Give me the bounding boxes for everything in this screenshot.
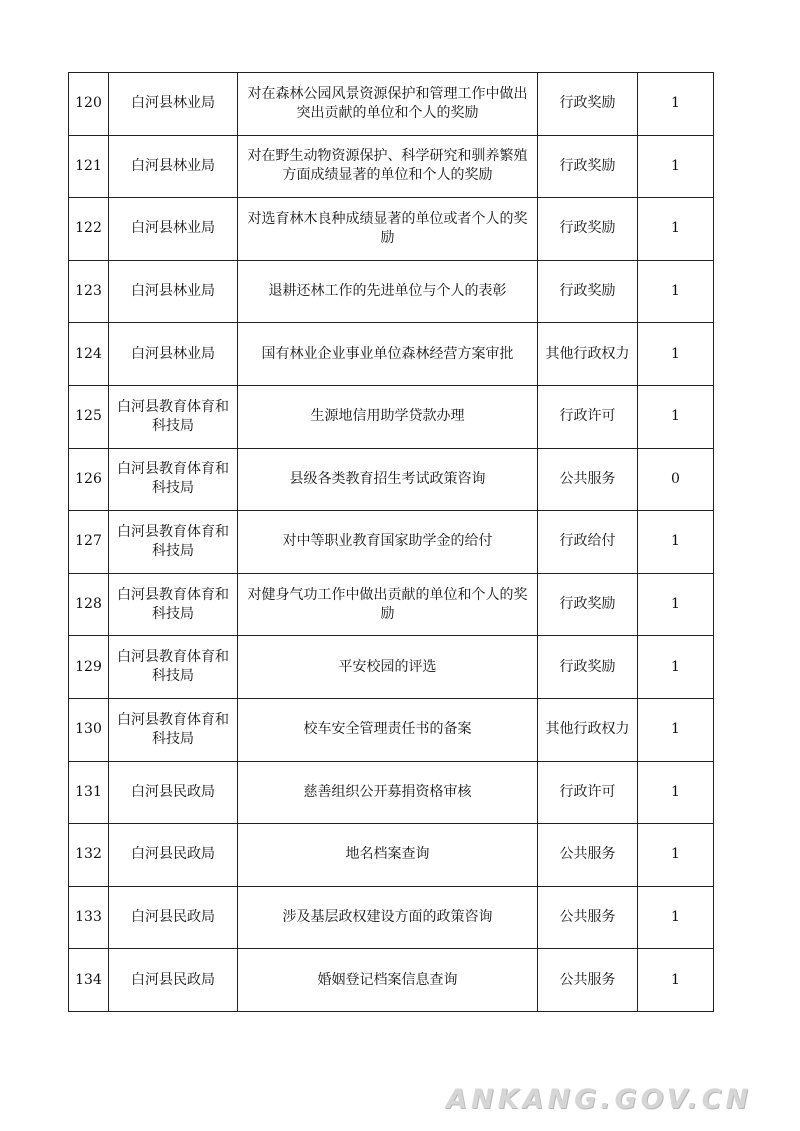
table-row [69,135,714,198]
item-name-cell: 对健身气功工作中做出贡献的单位和个人的奖励 [238,573,538,636]
power-type-cell: 公共服务 [538,949,638,1012]
power-type-cell: 行政许可 [538,761,638,824]
power-type-cell: 其他行政权力 [538,698,638,761]
table-row [69,323,714,386]
count-cell: 1 [638,636,714,699]
count-cell: 1 [638,323,714,386]
table-row [69,886,714,949]
row-number: 133 [69,886,109,949]
power-type-cell: 行政奖励 [538,573,638,636]
count-cell: 0 [638,448,714,511]
department-cell: 白河县林业局 [109,323,238,386]
count-cell: 1 [638,698,714,761]
department-cell: 白河县民政局 [109,886,238,949]
department-cell: 白河县教育体育和科技局 [109,448,238,511]
item-name-cell: 婚姻登记档案信息查询 [238,949,538,1012]
item-name-cell: 对在森林公园风景资源保护和管理工作中做出突出贡献的单位和个人的奖励 [238,73,538,136]
count-cell: 1 [638,824,714,887]
power-type-cell: 其他行政权力 [538,323,638,386]
row-number: 130 [69,698,109,761]
power-type-cell: 公共服务 [538,886,638,949]
site-watermark: ANKANG.GOV.CN [446,1084,752,1115]
item-name-cell: 对选育林木良种成绩显著的单位或者个人的奖励 [238,198,538,261]
count-cell: 1 [638,73,714,136]
count-cell: 1 [638,260,714,323]
item-name-cell: 退耕还林工作的先进单位与个人的表彰 [238,260,538,323]
power-type-cell: 行政奖励 [538,636,638,699]
table-row [69,949,714,1012]
row-number: 124 [69,323,109,386]
row-number: 134 [69,949,109,1012]
table-row [69,385,714,448]
row-number: 122 [69,198,109,261]
power-type-cell: 行政许可 [538,385,638,448]
department-cell: 白河县教育体育和科技局 [109,385,238,448]
count-cell: 1 [638,573,714,636]
table-row [69,636,714,699]
department-cell: 白河县林业局 [109,260,238,323]
department-cell: 白河县林业局 [109,198,238,261]
item-name-cell: 国有林业企业事业单位森林经营方案审批 [238,323,538,386]
row-number: 121 [69,135,109,198]
department-cell: 白河县教育体育和科技局 [109,511,238,574]
count-cell: 1 [638,949,714,1012]
row-number: 131 [69,761,109,824]
count-cell: 1 [638,385,714,448]
row-number: 125 [69,385,109,448]
power-type-cell: 行政给付 [538,511,638,574]
table-row [69,511,714,574]
department-cell: 白河县林业局 [109,135,238,198]
power-list-table [68,72,714,1012]
item-name-cell: 对在野生动物资源保护、科学研究和驯养繁殖方面成绩显著的单位和个人的奖励 [238,135,538,198]
table-row [69,260,714,323]
count-cell: 1 [638,198,714,261]
row-number: 126 [69,448,109,511]
item-name-cell: 对中等职业教育国家助学金的给付 [238,511,538,574]
power-type-cell: 行政奖励 [538,73,638,136]
department-cell: 白河县教育体育和科技局 [109,698,238,761]
power-type-cell: 公共服务 [538,824,638,887]
document-table-container [68,72,713,1012]
table-row [69,448,714,511]
department-cell: 白河县林业局 [109,73,238,136]
row-number: 123 [69,260,109,323]
power-type-cell: 公共服务 [538,448,638,511]
item-name-cell: 校车安全管理责任书的备案 [238,698,538,761]
count-cell: 1 [638,761,714,824]
item-name-cell: 平安校园的评选 [238,636,538,699]
power-type-cell: 行政奖励 [538,198,638,261]
power-type-cell: 行政奖励 [538,260,638,323]
item-name-cell: 地名档案查询 [238,824,538,887]
item-name-cell: 生源地信用助学贷款办理 [238,385,538,448]
item-name-cell: 涉及基层政权建设方面的政策咨询 [238,886,538,949]
table-row [69,698,714,761]
row-number: 127 [69,511,109,574]
count-cell: 1 [638,886,714,949]
department-cell: 白河县民政局 [109,761,238,824]
table-row [69,573,714,636]
item-name-cell: 慈善组织公开募捐资格审核 [238,761,538,824]
row-number: 120 [69,73,109,136]
table-row [69,761,714,824]
department-cell: 白河县教育体育和科技局 [109,573,238,636]
table-row [69,73,714,136]
table-row [69,198,714,261]
count-cell: 1 [638,511,714,574]
item-name-cell: 县级各类教育招生考试政策咨询 [238,448,538,511]
count-cell: 1 [638,135,714,198]
department-cell: 白河县民政局 [109,824,238,887]
department-cell: 白河县民政局 [109,949,238,1012]
department-cell: 白河县教育体育和科技局 [109,636,238,699]
table-row [69,824,714,887]
power-type-cell: 行政奖励 [538,135,638,198]
row-number: 129 [69,636,109,699]
row-number: 128 [69,573,109,636]
row-number: 132 [69,824,109,887]
